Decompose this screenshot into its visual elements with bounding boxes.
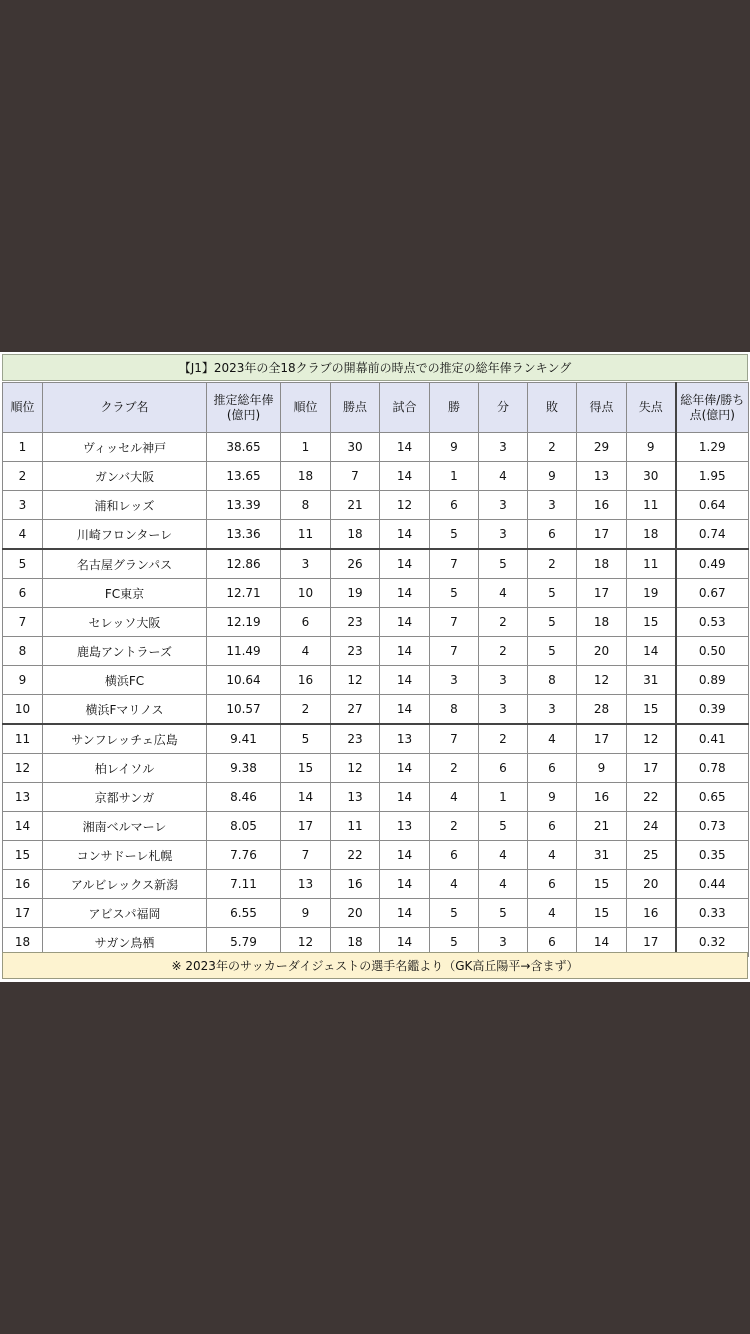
club-name-cell: 名古屋グランパス	[43, 549, 207, 579]
table-cell: 8.05	[207, 812, 281, 841]
table-cell: 4	[528, 724, 577, 754]
table-cell: 7	[430, 724, 479, 754]
table-cell: 18	[577, 549, 627, 579]
table-cell: 0.50	[676, 637, 749, 666]
table-cell: 3	[479, 666, 528, 695]
table-cell: 5	[3, 549, 43, 579]
table-cell: 30	[627, 462, 676, 491]
table-cell: 9.38	[207, 754, 281, 783]
table-cell: 16	[577, 491, 627, 520]
table-cell: 2	[479, 724, 528, 754]
table-cell: 5.79	[207, 928, 281, 957]
table-cell: 0.74	[676, 520, 749, 550]
table-cell: 0.89	[676, 666, 749, 695]
table-cell: 12	[577, 666, 627, 695]
table-cell: 2	[3, 462, 43, 491]
table-cell: 12.71	[207, 579, 281, 608]
table-cell: 14	[380, 841, 430, 870]
table-cell: 0.44	[676, 870, 749, 899]
column-header: 推定総年俸 (億円)	[207, 383, 281, 433]
table-cell: 4	[528, 841, 577, 870]
table-cell: 16	[331, 870, 380, 899]
table-cell: 26	[331, 549, 380, 579]
table-cell: 0.64	[676, 491, 749, 520]
table-cell: 23	[331, 637, 380, 666]
column-header: 勝点	[331, 383, 380, 433]
table-cell: 18	[331, 928, 380, 957]
table-cell: 15	[627, 608, 676, 637]
table-cell: 9	[281, 899, 331, 928]
table-cell: 9.41	[207, 724, 281, 754]
table-title: 【J1】2023年の全18クラブの開幕前の時点での推定の総年俸ランキング	[2, 354, 748, 381]
table-cell: 5	[430, 520, 479, 550]
table-cell: 8	[281, 491, 331, 520]
table-cell: 19	[627, 579, 676, 608]
table-cell: 3	[528, 695, 577, 725]
table-cell: 4	[479, 462, 528, 491]
table-cell: 14	[380, 637, 430, 666]
club-name-cell: アビスパ福岡	[43, 899, 207, 928]
table-cell: 18	[577, 608, 627, 637]
table-cell: 5	[528, 608, 577, 637]
table-cell: 3	[281, 549, 331, 579]
table-cell: 0.41	[676, 724, 749, 754]
table-cell: 13	[3, 783, 43, 812]
table-cell: 7.11	[207, 870, 281, 899]
table-row	[3, 812, 749, 841]
table-cell: 20	[577, 637, 627, 666]
table-cell: 9	[430, 433, 479, 462]
table-cell: 6	[479, 754, 528, 783]
table-cell: 13	[281, 870, 331, 899]
table-cell: 14	[380, 520, 430, 550]
club-name-cell: 京都サンガ	[43, 783, 207, 812]
club-name-cell: サガン鳥栖	[43, 928, 207, 957]
table-cell: 14	[380, 462, 430, 491]
table-cell: 4	[281, 637, 331, 666]
table-cell: 16	[627, 899, 676, 928]
table-cell: 5	[281, 724, 331, 754]
table-cell: 18	[627, 520, 676, 550]
table-cell: 28	[577, 695, 627, 725]
table-cell: 13	[331, 783, 380, 812]
table-cell: 5	[479, 812, 528, 841]
table-cell: 31	[627, 666, 676, 695]
table-row	[3, 666, 749, 695]
table-cell: 14	[380, 608, 430, 637]
table-cell: 11	[281, 520, 331, 550]
table-row	[3, 754, 749, 783]
header-row	[3, 383, 749, 433]
table-cell: 3	[479, 491, 528, 520]
club-name-cell: 柏レイソル	[43, 754, 207, 783]
table-row	[3, 462, 749, 491]
table-cell: 3	[479, 695, 528, 725]
table-cell: 14	[380, 754, 430, 783]
club-name-cell: セレッソ大阪	[43, 608, 207, 637]
table-cell: 3	[479, 928, 528, 957]
table-cell: 15	[577, 870, 627, 899]
table-cell: 14	[380, 433, 430, 462]
table-cell: 22	[627, 783, 676, 812]
table-cell: 6	[528, 812, 577, 841]
table-cell: 11	[3, 724, 43, 754]
table-cell: 12.19	[207, 608, 281, 637]
table-cell: 14	[577, 928, 627, 957]
table-cell: 17	[627, 754, 676, 783]
table-cell: 6.55	[207, 899, 281, 928]
table-cell: 5	[479, 549, 528, 579]
table-cell: 4	[430, 870, 479, 899]
table-cell: 17	[577, 520, 627, 550]
table-cell: 17	[281, 812, 331, 841]
table-cell: 7	[3, 608, 43, 637]
column-header: 総年俸/勝ち点(億円)	[676, 383, 749, 433]
table-cell: 17	[577, 724, 627, 754]
table-cell: 0.39	[676, 695, 749, 725]
table-cell: 21	[577, 812, 627, 841]
table-cell: 2	[430, 812, 479, 841]
table-cell: 17	[627, 928, 676, 957]
table-cell: 14	[627, 637, 676, 666]
club-name-cell: 鹿島アントラーズ	[43, 637, 207, 666]
table-cell: 15	[3, 841, 43, 870]
table-cell: 11	[331, 812, 380, 841]
table-cell: 9	[528, 783, 577, 812]
table-cell: 16	[577, 783, 627, 812]
table-cell: 4	[479, 841, 528, 870]
club-name-cell: FC東京	[43, 579, 207, 608]
table-cell: 17	[577, 579, 627, 608]
column-header: 試合	[380, 383, 430, 433]
table-row	[3, 899, 749, 928]
table-cell: 5	[430, 579, 479, 608]
table-cell: 1	[430, 462, 479, 491]
table-cell: 10.64	[207, 666, 281, 695]
column-header: 分	[479, 383, 528, 433]
table-cell: 19	[331, 579, 380, 608]
table-cell: 5	[528, 637, 577, 666]
table-cell: 8	[430, 695, 479, 725]
table-cell: 8.46	[207, 783, 281, 812]
table-cell: 14	[380, 928, 430, 957]
club-name-cell: 川崎フロンターレ	[43, 520, 207, 550]
table-cell: 0.65	[676, 783, 749, 812]
club-name-cell: 横浜Fマリノス	[43, 695, 207, 725]
table-cell: 7.76	[207, 841, 281, 870]
table-cell: 2	[281, 695, 331, 725]
table-cell: 14	[3, 812, 43, 841]
table-cell: 30	[331, 433, 380, 462]
column-header: 勝	[430, 383, 479, 433]
table-cell: 7	[281, 841, 331, 870]
table-cell: 0.32	[676, 928, 749, 957]
table-cell: 4	[430, 783, 479, 812]
table-cell: 24	[627, 812, 676, 841]
table-cell: 14	[380, 783, 430, 812]
club-name-cell: サンフレッチェ広島	[43, 724, 207, 754]
table-cell: 18	[331, 520, 380, 550]
table-cell: 13	[380, 812, 430, 841]
table-cell: 1	[3, 433, 43, 462]
table-cell: 7	[430, 549, 479, 579]
source-note: ※ 2023年のサッカーダイジェストの選手名鑑より（GK高丘陽平→含まず）	[2, 952, 748, 979]
table-cell: 10	[3, 695, 43, 725]
club-name-cell: アルビレックス新潟	[43, 870, 207, 899]
table-cell: 5	[430, 899, 479, 928]
table-cell: 12	[380, 491, 430, 520]
table-row	[3, 433, 749, 462]
table-cell: 3	[528, 491, 577, 520]
table-cell: 14	[380, 899, 430, 928]
table-cell: 5	[479, 899, 528, 928]
table-cell: 38.65	[207, 433, 281, 462]
table-cell: 12	[627, 724, 676, 754]
table-cell: 1.95	[676, 462, 749, 491]
table-row	[3, 841, 749, 870]
table-cell: 13.39	[207, 491, 281, 520]
table-row	[3, 549, 749, 579]
table-cell: 22	[331, 841, 380, 870]
table-cell: 0.67	[676, 579, 749, 608]
table-cell: 7	[430, 608, 479, 637]
table-cell: 11	[627, 549, 676, 579]
table-cell: 12	[331, 754, 380, 783]
table-cell: 0.73	[676, 812, 749, 841]
table-cell: 17	[3, 899, 43, 928]
table-cell: 1.29	[676, 433, 749, 462]
table-cell: 3	[430, 666, 479, 695]
club-name-cell: 浦和レッズ	[43, 491, 207, 520]
table-cell: 4	[528, 899, 577, 928]
table-cell: 6	[528, 870, 577, 899]
table-row	[3, 724, 749, 754]
column-header: 順位	[3, 383, 43, 433]
table-cell: 4	[479, 579, 528, 608]
table-cell: 15	[627, 695, 676, 725]
table-cell: 6	[528, 928, 577, 957]
table-row	[3, 695, 749, 725]
table-cell: 9	[3, 666, 43, 695]
column-header: 敗	[528, 383, 577, 433]
table-cell: 13	[380, 724, 430, 754]
table-cell: 12	[3, 754, 43, 783]
column-header: 得点	[577, 383, 627, 433]
table-row	[3, 520, 749, 550]
table-cell: 15	[577, 899, 627, 928]
table-cell: 14	[380, 579, 430, 608]
ranking-sheet	[0, 352, 750, 982]
table-cell: 23	[331, 608, 380, 637]
table-cell: 0.33	[676, 899, 749, 928]
table-body	[3, 433, 749, 957]
table-cell: 8	[528, 666, 577, 695]
table-cell: 20	[331, 899, 380, 928]
table-cell: 15	[281, 754, 331, 783]
club-name-cell: 湘南ベルマーレ	[43, 812, 207, 841]
table-cell: 12	[281, 928, 331, 957]
table-cell: 13.36	[207, 520, 281, 550]
table-cell: 6	[3, 579, 43, 608]
table-cell: 14	[380, 870, 430, 899]
table-cell: 18	[281, 462, 331, 491]
table-cell: 9	[577, 754, 627, 783]
table-cell: 3	[479, 433, 528, 462]
table-cell: 27	[331, 695, 380, 725]
table-cell: 10	[281, 579, 331, 608]
table-cell: 4	[3, 520, 43, 550]
table-cell: 14	[380, 695, 430, 725]
table-cell: 2	[430, 754, 479, 783]
table-cell: 6	[430, 491, 479, 520]
column-header: 順位	[281, 383, 331, 433]
table-cell: 6	[281, 608, 331, 637]
table-cell: 2	[479, 637, 528, 666]
table-row	[3, 608, 749, 637]
table-cell: 20	[627, 870, 676, 899]
table-row	[3, 870, 749, 899]
table-cell: 8	[3, 637, 43, 666]
table-cell: 9	[528, 462, 577, 491]
column-header: 失点	[627, 383, 676, 433]
table-cell: 4	[479, 870, 528, 899]
table-cell: 3	[479, 520, 528, 550]
table-cell: 0.49	[676, 549, 749, 579]
table-cell: 1	[479, 783, 528, 812]
table-cell: 14	[281, 783, 331, 812]
column-header: クラブ名	[43, 383, 207, 433]
table-cell: 14	[380, 666, 430, 695]
table-cell: 11	[627, 491, 676, 520]
table-cell: 7	[430, 637, 479, 666]
table-cell: 0.53	[676, 608, 749, 637]
club-name-cell: ガンバ大阪	[43, 462, 207, 491]
table-cell: 12.86	[207, 549, 281, 579]
table-cell: 11.49	[207, 637, 281, 666]
table-cell: 1	[281, 433, 331, 462]
club-name-cell: 横浜FC	[43, 666, 207, 695]
table-cell: 2	[528, 549, 577, 579]
table-cell: 6	[528, 520, 577, 550]
table-cell: 23	[331, 724, 380, 754]
table-row	[3, 491, 749, 520]
table-row	[3, 637, 749, 666]
table-cell: 29	[577, 433, 627, 462]
salary-ranking-table	[2, 382, 749, 957]
table-row	[3, 783, 749, 812]
table-cell: 25	[627, 841, 676, 870]
table-cell: 16	[3, 870, 43, 899]
table-cell: 2	[528, 433, 577, 462]
table-cell: 12	[331, 666, 380, 695]
table-cell: 9	[627, 433, 676, 462]
table-cell: 0.78	[676, 754, 749, 783]
table-cell: 14	[380, 549, 430, 579]
table-row	[3, 579, 749, 608]
table-cell: 31	[577, 841, 627, 870]
table-cell: 0.35	[676, 841, 749, 870]
table-cell: 7	[331, 462, 380, 491]
club-name-cell: ヴィッセル神戸	[43, 433, 207, 462]
table-cell: 13.65	[207, 462, 281, 491]
table-cell: 16	[281, 666, 331, 695]
table-cell: 6	[430, 841, 479, 870]
table-cell: 3	[3, 491, 43, 520]
table-cell: 6	[528, 754, 577, 783]
table-cell: 2	[479, 608, 528, 637]
table-cell: 10.57	[207, 695, 281, 725]
table-cell: 5	[528, 579, 577, 608]
table-cell: 21	[331, 491, 380, 520]
table-cell: 18	[3, 928, 43, 957]
table-cell: 5	[430, 928, 479, 957]
table-cell: 13	[577, 462, 627, 491]
club-name-cell: コンサドーレ札幌	[43, 841, 207, 870]
